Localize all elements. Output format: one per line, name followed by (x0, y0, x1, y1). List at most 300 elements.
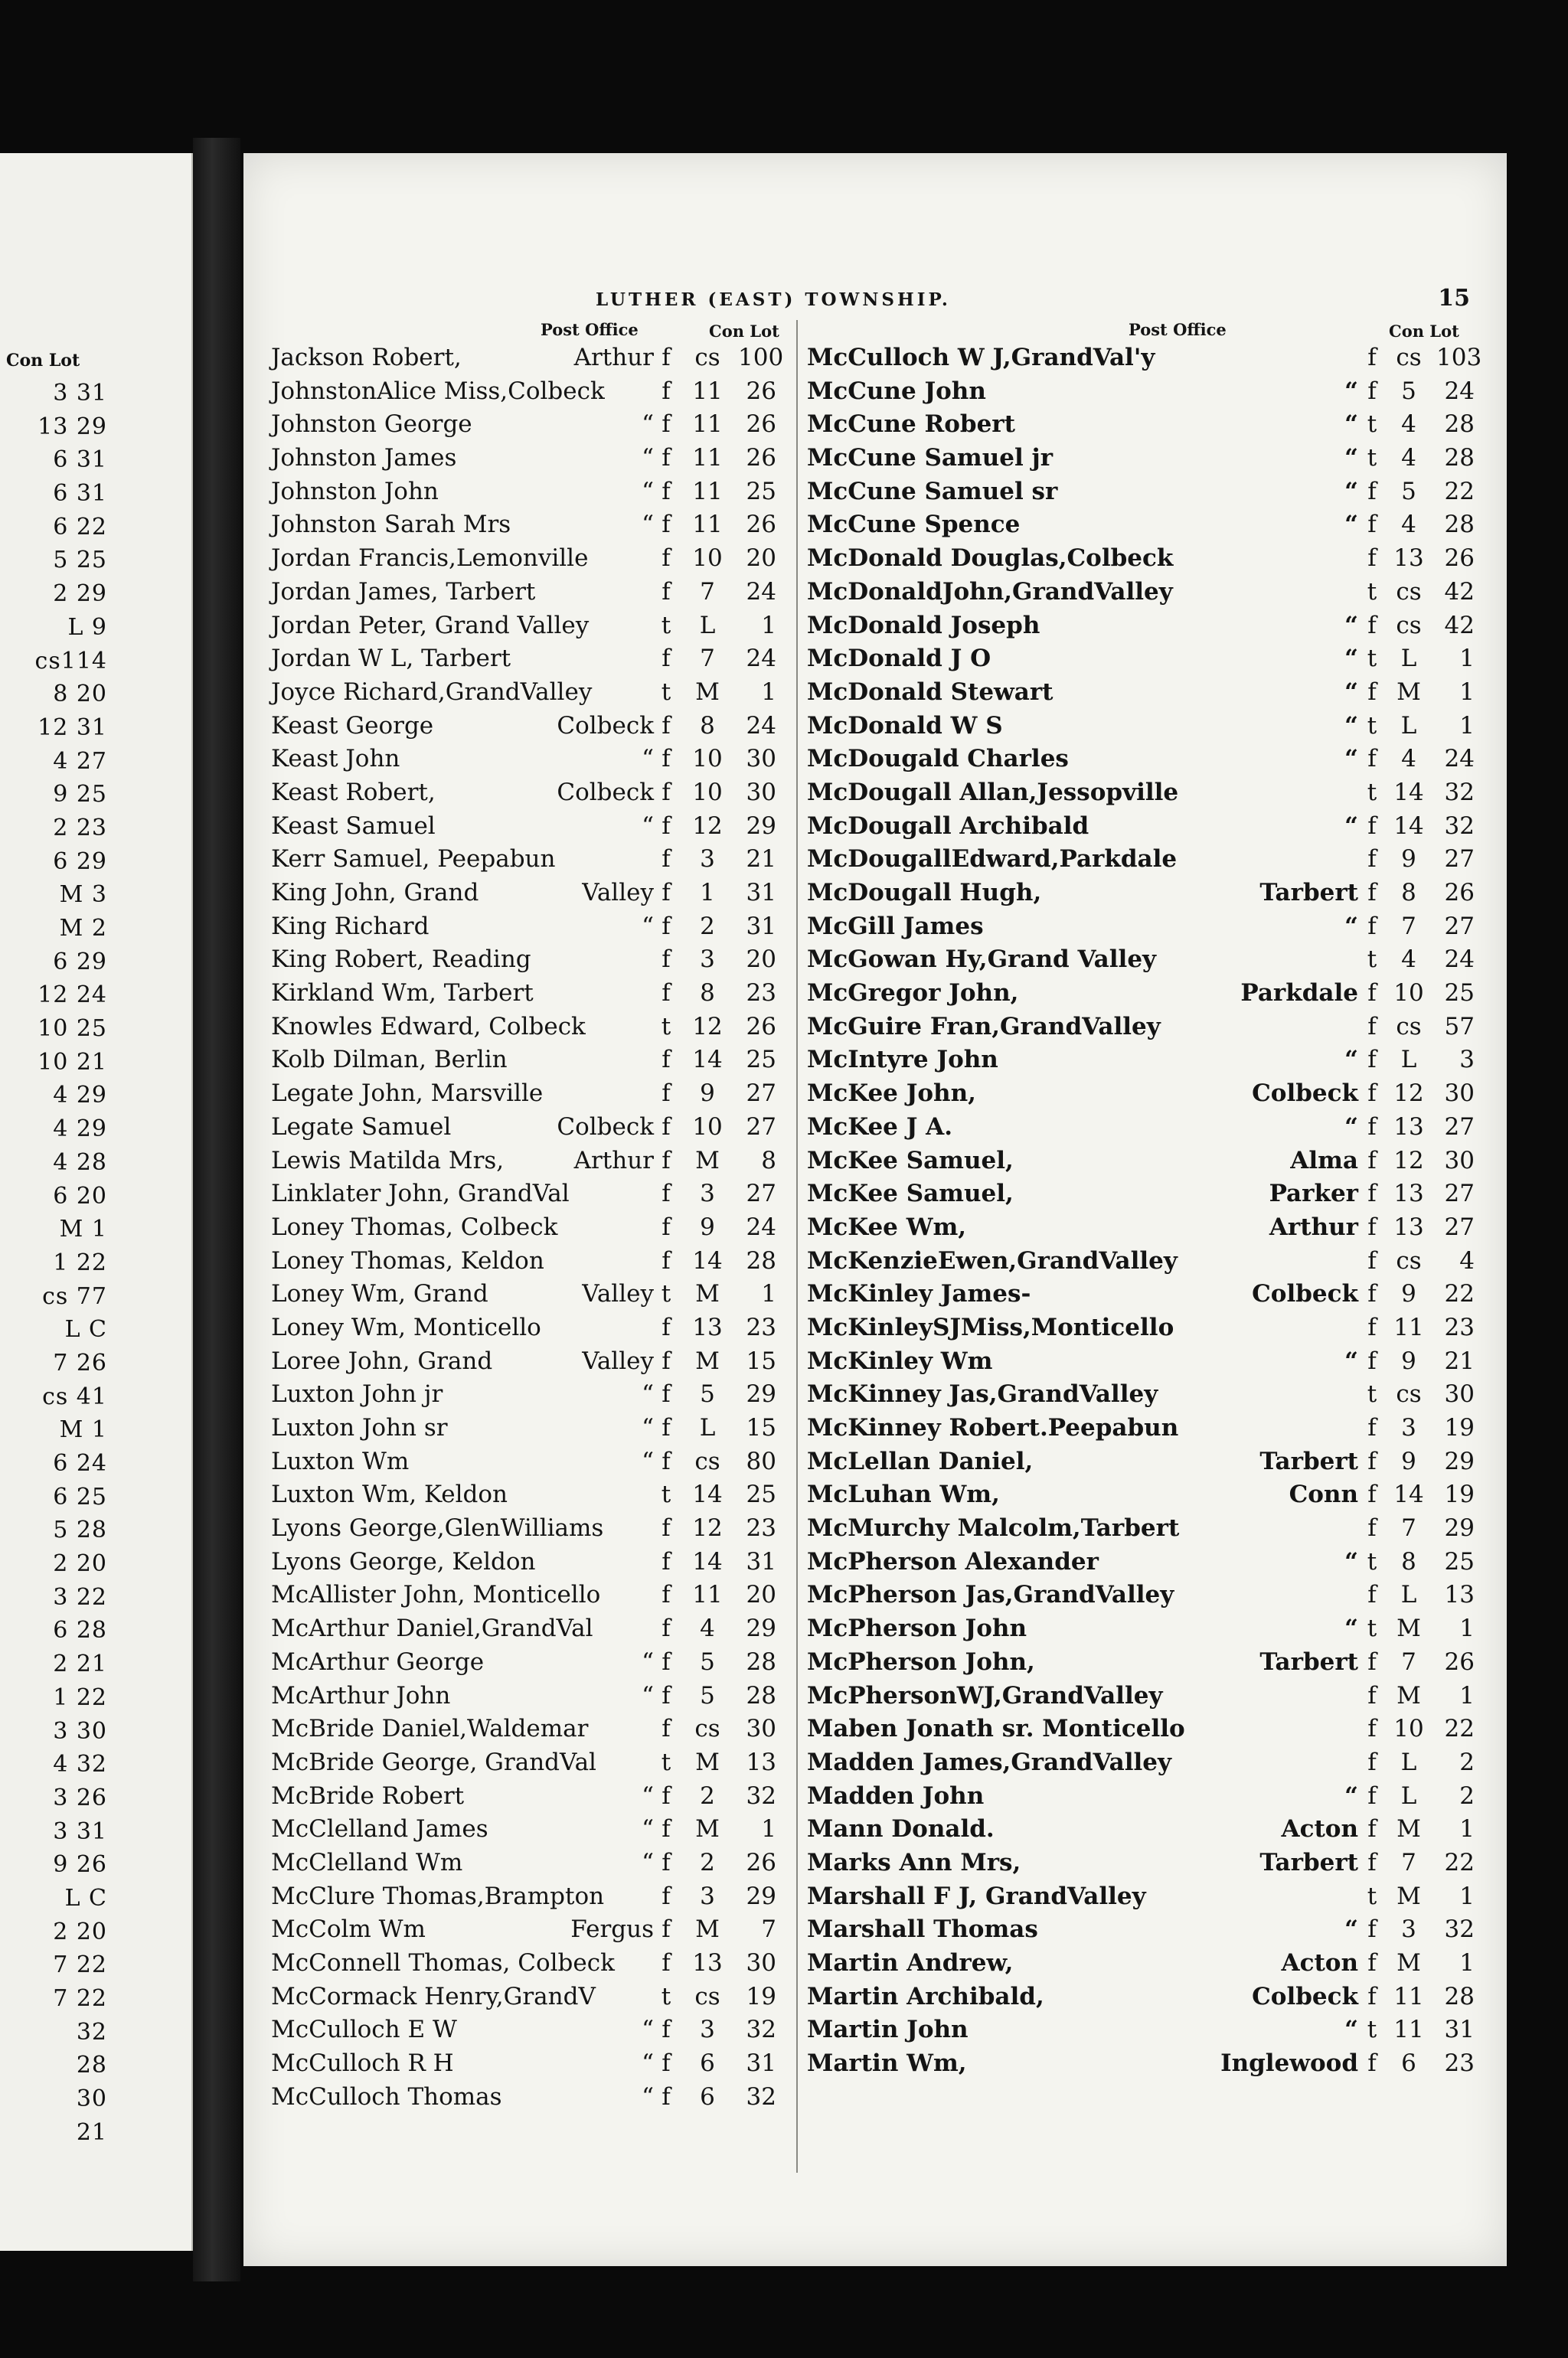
entry-con: 11 (692, 410, 723, 439)
entry-name: McMurchy Malcolm,Tarbert (807, 1514, 1180, 1543)
directory-entry (807, 508, 1473, 542)
entry-type: f (1367, 1213, 1377, 1241)
page-number: 15 (1438, 285, 1470, 312)
entry-name: Kirkland Wm, Tarbert (271, 979, 534, 1008)
entry-lot: 23 (746, 1313, 776, 1341)
directory-entry (807, 1780, 1473, 1814)
entry-type: f (1367, 1848, 1377, 1876)
entry-post-office: “ (1344, 1615, 1358, 1643)
entry-con: M (695, 1146, 720, 1174)
directory-entry (271, 810, 792, 844)
entry-name: McPherson Alexander (807, 1547, 1099, 1576)
entry-type: f (1367, 544, 1377, 573)
entry-name: McDougall Allan,Jessopville (807, 778, 1179, 806)
entry-lot: 29 (746, 1380, 776, 1409)
entry-post-office: Colbeck (557, 711, 654, 740)
directory-entry (807, 1378, 1473, 1412)
entry-post-office: “ (642, 1782, 654, 1810)
directory-entry (807, 1713, 1473, 1746)
entry-lot: 23 (1444, 1313, 1475, 1341)
entry-con: 5 (700, 1681, 715, 1710)
left-page-fragment (0, 153, 194, 2251)
entry-name: Luxton John jr (271, 1380, 443, 1409)
entry-lot: 13 (746, 1748, 776, 1776)
entry-type: f (662, 1815, 671, 1844)
entry-name: McCormack Henry,GrandV (271, 1982, 596, 2010)
directory-entry (271, 341, 792, 375)
entry-type: f (662, 1380, 671, 1409)
entry-name: McCune Robert (807, 410, 1015, 439)
entry-lot: 19 (746, 1982, 776, 2010)
directory-entry (271, 642, 792, 676)
entry-type: f (662, 2082, 671, 2111)
entry-name: Martin Wm, (807, 2049, 967, 2078)
entry-type: t (1367, 1380, 1377, 1409)
entry-type: t (1367, 711, 1377, 740)
entry-type: t (1367, 1882, 1377, 1910)
entry-type: f (1367, 1347, 1377, 1375)
entry-post-office: “ (642, 745, 654, 773)
entry-con: 6 (700, 2049, 715, 2078)
entry-lot: 28 (1444, 511, 1475, 539)
entry-type: f (662, 1046, 671, 1074)
entry-type: f (662, 1347, 671, 1375)
entry-name: Loney Wm, Monticello (271, 1313, 541, 1341)
entry-con: 14 (692, 1046, 723, 1074)
entry-type: f (662, 845, 671, 874)
entry-lot: 23 (1444, 2049, 1475, 2078)
entry-name: McBride George, GrandVal (271, 1748, 596, 1776)
left-page-row: 5 28 (53, 1517, 107, 1544)
directory-entry (271, 1847, 792, 1880)
left-page-row: 2 20 (53, 1550, 107, 1578)
directory-entry (807, 1813, 1473, 1847)
entry-lot: 57 (1444, 1012, 1475, 1040)
entry-con: 9 (1401, 1280, 1416, 1308)
directory-entry (807, 1245, 1473, 1279)
entry-lot: 25 (746, 1046, 776, 1074)
entry-type: f (662, 1180, 671, 1208)
entry-lot: 32 (1444, 812, 1475, 840)
directory-entry (807, 408, 1473, 442)
entry-lot: 24 (1444, 945, 1475, 974)
entry-post-office: “ (642, 1414, 654, 1442)
entry-name: McPherson John (807, 1615, 1027, 1643)
entry-name: Loree John, Grand (271, 1347, 493, 1375)
entry-lot: 1 (1459, 1949, 1475, 1977)
entry-lot: 32 (1444, 778, 1475, 806)
entry-type: f (1367, 1280, 1377, 1308)
entry-name: McKee Samuel, (807, 1180, 1014, 1208)
entry-type: f (662, 544, 671, 573)
left-page-row: 30 (76, 2085, 107, 2113)
entry-type: f (1367, 1146, 1377, 1174)
entry-name: McDonald Douglas,Colbeck (807, 544, 1174, 573)
left-page-row: M 3 (59, 881, 107, 909)
left-page-row: 3 31 (53, 1817, 107, 1845)
entry-lot: 30 (746, 778, 776, 806)
entry-lot: 3 (1459, 1046, 1475, 1074)
entry-name: McGowan Hy,Grand Valley (807, 945, 1157, 974)
entry-con: 11 (1393, 2016, 1424, 2044)
entry-con: 3 (700, 2016, 715, 2044)
entry-lot: 13 (1444, 1581, 1475, 1609)
entry-con: cs (1396, 1380, 1422, 1409)
entry-con: 9 (1401, 1447, 1416, 1475)
entry-type: f (662, 1782, 671, 1810)
entry-lot: 26 (1444, 544, 1475, 573)
entry-type: f (662, 1581, 671, 1609)
entry-type: t (661, 1012, 671, 1040)
entry-lot: 27 (1444, 845, 1475, 874)
entry-con: M (695, 1748, 720, 1776)
entry-con: 10 (1393, 979, 1424, 1008)
left-page-row: 6 31 (53, 480, 107, 508)
entry-lot: 1 (761, 678, 776, 706)
directory-entry (807, 1880, 1473, 1914)
entry-lot: 4 (1459, 1246, 1475, 1275)
entry-name: Loney Thomas, Keldon (271, 1246, 544, 1275)
directory-entry (271, 1947, 792, 1981)
entry-lot: 30 (1444, 1146, 1475, 1174)
entry-lot: 31 (746, 2049, 776, 2078)
directory-entry (807, 1211, 1473, 1245)
entry-lot: 21 (746, 845, 776, 874)
left-page-row: 7 22 (53, 1951, 107, 1979)
left-page-row: 9 26 (53, 1851, 107, 1879)
directory-entry (271, 1913, 792, 1947)
directory-entry (271, 776, 792, 810)
entry-lot: 7 (761, 1915, 776, 1944)
entry-type: f (1367, 845, 1377, 874)
entry-type: t (661, 1982, 671, 2010)
entry-post-office: Acton (1281, 1949, 1358, 1977)
entry-post-office: Acton (1281, 1815, 1358, 1844)
left-page-row: 6 29 (53, 948, 107, 975)
entry-type: f (1367, 1681, 1377, 1710)
entry-lot: 32 (746, 2082, 776, 2111)
entry-name: McDougallEdward,Parkdale (807, 845, 1178, 874)
entry-name: Marshall F J, GrandValley (807, 1882, 1146, 1910)
entry-lot: 25 (746, 1481, 776, 1509)
entry-post-office: “ (1344, 410, 1358, 439)
entry-con: 7 (1401, 912, 1416, 940)
entry-lot: 24 (746, 711, 776, 740)
entry-name: King John, Grand (271, 879, 479, 906)
entry-name: McKinney Jas,GrandValley (807, 1380, 1158, 1409)
entry-con: 5 (1401, 477, 1416, 505)
entry-name: Marshall Thomas (807, 1915, 1038, 1944)
entry-post-office: Valley (582, 879, 654, 906)
entry-name: McKee J A. (807, 1112, 952, 1141)
directory-entry (807, 1612, 1473, 1646)
entry-con: M (695, 678, 720, 706)
entry-con: cs (1396, 611, 1422, 639)
entry-lot: 28 (746, 1246, 776, 1275)
entry-name: McGregor John, (807, 979, 1019, 1008)
directory-entry (807, 1746, 1473, 1780)
directory-entry (271, 609, 792, 643)
entry-name: McPhersonWJ,GrandValley (807, 1681, 1163, 1710)
entry-post-office: “ (1344, 611, 1358, 639)
entry-con: M (695, 1915, 720, 1944)
entry-con: 14 (1393, 1481, 1424, 1509)
entry-con: 11 (692, 511, 723, 539)
entry-lot: 31 (746, 1547, 776, 1576)
entry-type: f (1367, 1046, 1377, 1074)
entry-lot: 1 (761, 1280, 776, 1308)
entry-type: f (662, 577, 671, 606)
entry-lot: 22 (1444, 1715, 1475, 1743)
entry-lot: 1 (1459, 1882, 1475, 1910)
entry-name: McClelland James (271, 1815, 488, 1844)
entry-type: f (1367, 1414, 1377, 1442)
entry-name: McDonald Joseph (807, 611, 1040, 639)
entry-type: f (1367, 1982, 1377, 2010)
directory-entry (807, 2047, 1473, 2081)
directory-entry (807, 810, 1473, 844)
entry-post-office: “ (642, 410, 654, 439)
directory-entry (271, 2081, 792, 2115)
entry-con: 3 (700, 1882, 715, 1910)
entry-type: t (1367, 410, 1377, 439)
entry-post-office: “ (1344, 511, 1358, 539)
entry-type: f (1367, 1581, 1377, 1609)
directory-entry (807, 2013, 1473, 2047)
entry-name: McArthur George (271, 1648, 485, 1676)
directory-entry (807, 710, 1473, 743)
entry-lot: 19 (1444, 1414, 1475, 1442)
entry-con: 7 (700, 577, 715, 606)
directory-entry (271, 408, 792, 442)
entry-name: Keast Robert, (271, 778, 436, 806)
left-page-row: M 1 (59, 1216, 107, 1243)
entry-lot: 1 (1459, 1815, 1475, 1844)
directory-entry (807, 776, 1473, 810)
entry-name: Madden James,GrandValley (807, 1748, 1172, 1776)
directory-entry (271, 1680, 792, 1713)
entry-post-office: Valley (582, 1280, 654, 1308)
entry-post-office: “ (1344, 377, 1358, 405)
entry-con: 12 (692, 812, 723, 840)
entry-post-office: “ (1344, 1547, 1358, 1576)
entry-name: Lewis Matilda Mrs, (271, 1146, 505, 1174)
entry-type: f (662, 711, 671, 740)
entry-name: McCune Samuel jr (807, 444, 1054, 472)
directory-entry (271, 1311, 792, 1345)
entry-con: 11 (692, 444, 723, 472)
entry-con: cs (694, 1715, 720, 1743)
left-page-row: 13 29 (38, 413, 107, 440)
directory-entry (271, 442, 792, 475)
directory-entry (807, 1981, 1473, 2014)
entry-type: f (662, 511, 671, 539)
entry-post-office: Colbeck (557, 778, 654, 806)
directory-entry (271, 943, 792, 977)
entry-type: f (1367, 1782, 1377, 1810)
con-lot-header: Con Lot (1389, 322, 1459, 341)
entry-con: 4 (700, 1615, 715, 1643)
directory-entry (271, 743, 792, 776)
entry-post-office: “ (1344, 444, 1358, 472)
entry-name: Knowles Edward, Colbeck (271, 1012, 586, 1040)
entry-con: L (699, 1414, 716, 1442)
entry-name: McPherson John, (807, 1648, 1035, 1676)
entry-name: JohnstonAlice Miss,Colbeck (271, 377, 605, 405)
column-divider (796, 320, 798, 2173)
entry-post-office: “ (1344, 1046, 1358, 1074)
entry-con: 7 (1401, 1848, 1416, 1876)
entry-con: 3 (1401, 1915, 1416, 1944)
entry-post-office: “ (1344, 711, 1358, 740)
entry-con: 2 (700, 1848, 715, 1876)
entry-lot: 80 (746, 1447, 776, 1475)
entry-con: 14 (692, 1547, 723, 1576)
entry-post-office: Colbeck (1252, 1280, 1358, 1308)
entry-type: t (1367, 2016, 1377, 2044)
directory-entry (271, 1981, 792, 2014)
entry-con: 10 (692, 1112, 723, 1141)
directory-entry (271, 1011, 792, 1044)
entry-lot: 20 (746, 945, 776, 974)
entry-lot: 31 (746, 879, 776, 906)
entry-lot: 1 (761, 1815, 776, 1844)
entry-lot: 29 (746, 1615, 776, 1643)
entry-name: McKinley James- (807, 1280, 1031, 1308)
directory-entry (807, 1077, 1473, 1111)
directory-entry (807, 1478, 1473, 1512)
left-page-row: 6 28 (53, 1617, 107, 1644)
entry-name: Lyons George, Keldon (271, 1547, 536, 1576)
left-page-row: 21 (76, 2118, 107, 2146)
entry-type: f (662, 945, 671, 974)
entry-con: 12 (692, 1012, 723, 1040)
directory-entry (271, 475, 792, 509)
entry-con: M (1396, 1882, 1421, 1910)
directory-entry (807, 910, 1473, 944)
directory-entry (807, 1913, 1473, 1947)
directory-entry (807, 576, 1473, 609)
entry-type: f (662, 1715, 671, 1743)
left-page-row: 10 25 (38, 1015, 107, 1043)
directory-entry (271, 843, 792, 877)
entry-post-office: “ (642, 1648, 654, 1676)
entry-type: f (1367, 912, 1377, 940)
entry-lot: 29 (746, 1882, 776, 1910)
left-page-row: 2 29 (53, 580, 107, 608)
directory-entry (807, 442, 1473, 475)
entry-post-office: Colbeck (1252, 1079, 1358, 1108)
directory-entry (271, 375, 792, 409)
entry-name: McCune Samuel sr (807, 477, 1058, 505)
post-office-header: Post Office (1129, 320, 1227, 339)
entry-type: f (662, 1079, 671, 1108)
directory-entry (271, 1145, 792, 1178)
entry-con: cs (694, 1447, 720, 1475)
entry-name: McBride Robert (271, 1782, 465, 1810)
entry-post-office: Tarbert (1259, 1648, 1358, 1676)
directory-entry (807, 1546, 1473, 1579)
entry-name: Madden John (807, 1782, 985, 1810)
directory-entry (807, 1947, 1473, 1981)
entry-lot: 27 (746, 1079, 776, 1108)
entry-type: f (1367, 344, 1377, 371)
entry-con: 4 (1401, 511, 1416, 539)
entry-con: 10 (1393, 1715, 1424, 1743)
left-page-row: 4 32 (53, 1751, 107, 1778)
entry-name: McDonald W S (807, 711, 1003, 740)
entry-type: t (1367, 1615, 1377, 1643)
entry-con: 13 (1393, 1180, 1424, 1208)
entry-con: M (695, 1280, 720, 1308)
entry-con: 14 (1393, 778, 1424, 806)
left-page-row: 3 30 (53, 1717, 107, 1745)
directory-entry (807, 1847, 1473, 1880)
entry-con: 5 (700, 1648, 715, 1676)
entry-con: 11 (1393, 1313, 1424, 1341)
entry-type: f (1367, 1079, 1377, 1108)
entry-name: McArthur Daniel,GrandVal (271, 1615, 593, 1643)
directory-entry (271, 1746, 792, 1780)
entry-con: 8 (700, 979, 715, 1008)
entry-lot: 31 (746, 912, 776, 940)
entry-lot: 23 (746, 979, 776, 1008)
entry-con: cs (694, 344, 720, 371)
entry-name: Johnston George (271, 410, 472, 439)
entry-post-office: “ (1344, 745, 1358, 773)
entry-con: M (1396, 1681, 1421, 1710)
entry-type: f (1367, 1112, 1377, 1141)
entry-type: f (662, 444, 671, 472)
entry-type: f (1367, 1949, 1377, 1977)
entry-post-office: “ (1344, 912, 1358, 940)
entry-lot: 26 (1444, 879, 1475, 906)
entry-con: 9 (1401, 1347, 1416, 1375)
directory-entry (807, 1512, 1473, 1546)
entry-post-office: “ (1344, 477, 1358, 505)
entry-type: f (1367, 1915, 1377, 1944)
directory-entry (271, 910, 792, 944)
entry-name: Keast John (271, 745, 400, 773)
entry-type: f (662, 1681, 671, 1710)
directory-entry (807, 1646, 1473, 1680)
entry-post-office: Colbeck (1252, 1982, 1358, 2010)
entry-post-office: “ (642, 1380, 654, 1409)
entry-lot: 24 (1444, 377, 1475, 405)
left-page-row: 3 31 (53, 380, 107, 407)
entry-post-office: “ (642, 2049, 654, 2078)
entry-post-office: Tarbert (1259, 1447, 1358, 1475)
entry-type: f (1367, 511, 1377, 539)
directory-entry (271, 977, 792, 1011)
entry-name: King Robert, Reading (271, 945, 531, 974)
entry-con: 3 (700, 845, 715, 874)
left-page-row: 4 29 (53, 1115, 107, 1143)
entry-lot: 15 (746, 1414, 776, 1442)
left-page-row: 8 20 (53, 681, 107, 708)
entry-post-office: “ (1344, 678, 1358, 706)
entry-name: Martin Andrew, (807, 1949, 1014, 1977)
entry-post-office: “ (1344, 1112, 1358, 1141)
entry-lot: 27 (746, 1112, 776, 1141)
directory-entry (807, 877, 1473, 910)
entry-lot: 24 (1444, 745, 1475, 773)
entry-name: McGill James (807, 912, 984, 940)
entry-name: Legate Samuel (271, 1112, 452, 1141)
entry-lot: 42 (1444, 577, 1475, 606)
directory-entry (271, 1345, 792, 1379)
entry-con: M (695, 1347, 720, 1375)
